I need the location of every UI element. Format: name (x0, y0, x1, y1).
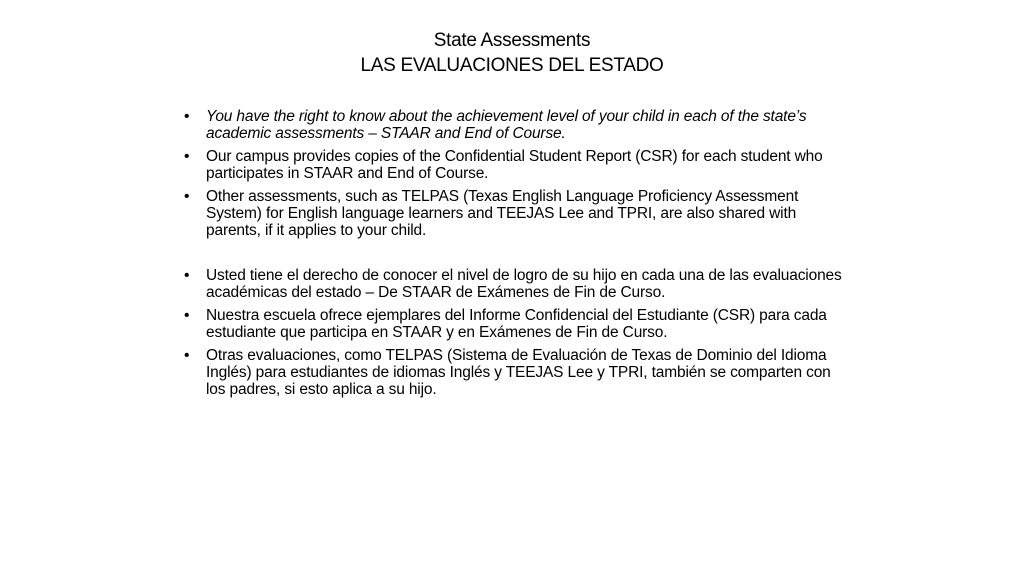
bullet-text: Our campus provides copies of the Confidential Student Report (CSR) for each student who participates in STAAR and End of Course. (206, 148, 823, 182)
bullet-item (184, 347, 844, 398)
bullet-dot-icon: • (184, 148, 190, 165)
bullet-dot-icon: • (184, 267, 190, 284)
bullet-text: You have the right to know about the achievement level of your child in each of the state’s academic assessments – STAAR and End of Course. (206, 108, 807, 142)
title-spanish: LAS EVALUACIONES DEL ESTADO (360, 55, 664, 76)
slide-title (0, 28, 1024, 78)
bullet-text: Nuestra escuela ofrece ejemplares del Informe Confidencial del Estudiante (CSR) para cada estudiante que participa en STAAR y en Exámenes de Fin de Curso. (206, 307, 827, 341)
bullet-item (184, 108, 844, 142)
bullet-item (184, 148, 844, 182)
bullet-item (184, 188, 844, 239)
bullet-dot-icon: • (184, 347, 190, 364)
bullet-dot-icon: • (184, 188, 190, 205)
bullet-dot-icon: • (184, 108, 190, 125)
title-english: State Assessments (433, 30, 591, 51)
bullet-list (184, 108, 844, 404)
bullet-dot-icon: • (184, 307, 190, 324)
bullet-text: Usted tiene el derecho de conocer el nivel de logro de su hijo en cada una de las evaluaciones académicas del estado – De STAAR de Exámenes de Fin de Curso. (206, 267, 842, 301)
bullet-item (184, 267, 844, 301)
bullet-item (184, 307, 844, 341)
bullet-text: Otras evaluaciones, como TELPAS (Sistema de Evaluación de Texas de Dominio del Idioma Inglés) para estudiantes de idiomas Inglés y TEEJAS Lee y TPRI, también se comparten con los padres, si esto aplica a su hijo. (206, 347, 831, 398)
bullet-text: Other assessments, such as TELPAS (Texas English Language Proficiency Assessment System) for English language learners and TEEJAS Lee and TPRI, are also shared with parents, if it applies to your child. (206, 188, 799, 239)
